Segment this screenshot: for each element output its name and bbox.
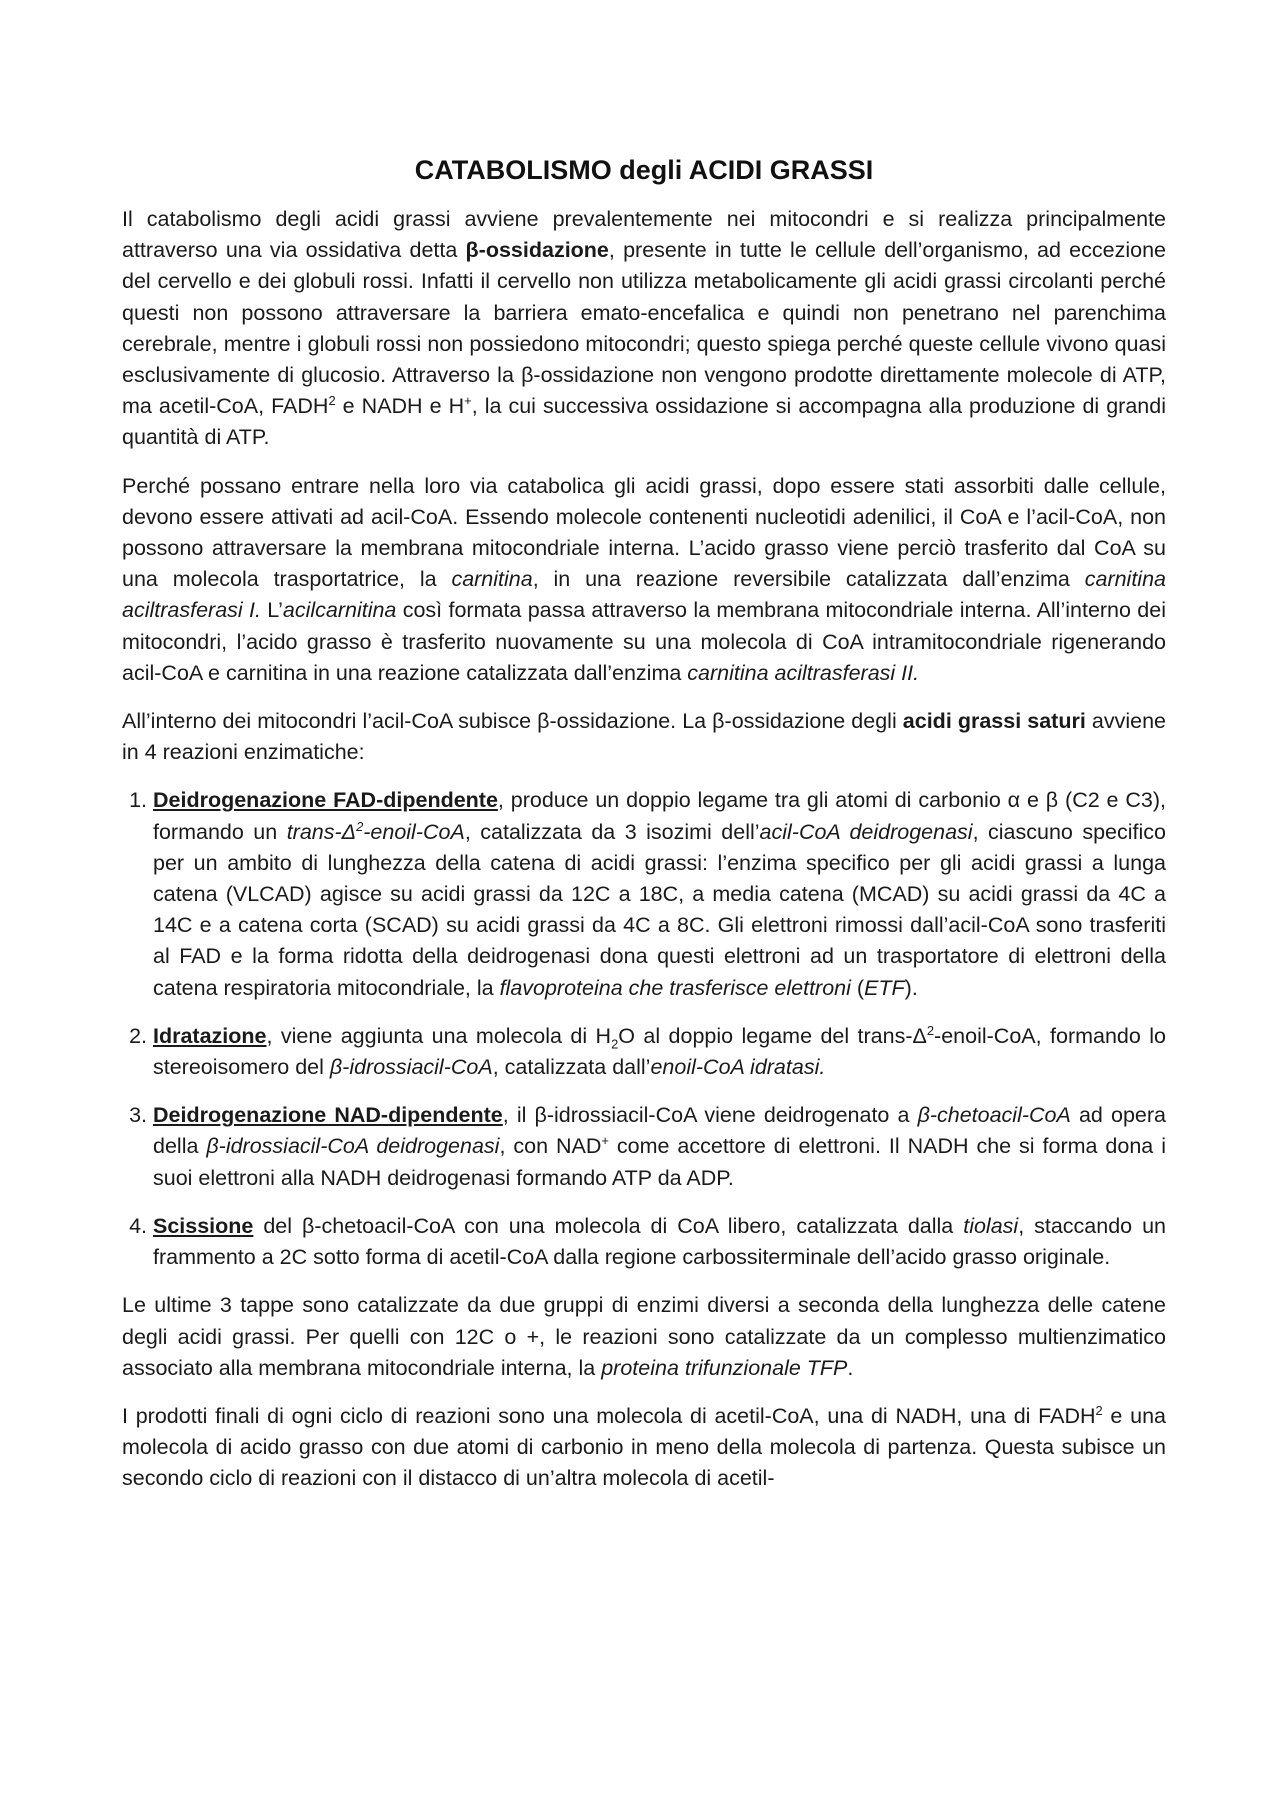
paragraph-carnitine: Perché possano entrare nella loro via catabolica gli acidi grassi, dopo essere stati assorbiti dalle cellule, devono essere attivati ad acil-CoA. Essendo molecole contenenti nucleotidi adenilici, il CoA e l’acil-CoA, non possono attraversare la membrana mitocondriale interna. L’acido grasso viene perciò trasferito dal CoA su una molecola trasportatrice, la carnitina, in una reazione reversibile catalizzata dall’enzima carnitina aciltrasferasi I. L’acilcarnitina così formata passa attraverso la membrana mitocondriale interna. All’interno dei mitocondri, l’acido grasso è trasferito nuovamente su una molecola di CoA intramitocondriale rigenerando acil-CoA e carnitina in una reazione catalizzata dall’enzima carnitina aciltrasferasi II. (122, 473, 1166, 685)
document-page (122, 150, 1166, 1512)
list-item: 2. Idratazione, viene aggiunta una molecola di $H_2O$ al doppio legame del trans-$\Delta^2-enoil$-CoA, formando lo stereoisomero del β-idrossiacil-CoA, catalizzata dall’enoil-CoA idratasi. (153, 1021, 1166, 1083)
paragraph-intro: Il catabolismo degli acidi grassi avviene prevalentemente nei mitocondri e si realizza principalmente attraverso una via ossidativa detta β-ossidazione, presente in tutte le cellule dell’organismo, ad eccezione del cervello e dei globuli rossi. Infatti il cervello non utilizza metabolicamente gli acidi grassi circolanti perché questi non possono attraversare la barriera emato-encefalica e quindi non penetrano nel parenchima cerebrale, mentre i globuli rossi non possiedono mitocondri; questo spiega perché queste cellule vivono quasi esclusivamente di glucosio. Attraverso la β-ossidazione non vengono prodotte direttamente molecole di ATP, ma acetil-CoA, FADH$^2$ e NADH e H+, la cui successiva ossidazione si accompagna alla produzione di grandi quantità di ATP. (122, 207, 1166, 450)
list-item: 4. Scissione del β-chetoacil-CoA con una molecola di CoA libero, catalizzata dalla tiolasi, staccando un frammento a 2C sotto forma di acetil-CoA dalla regione carbossiterminale dell’acido grasso originale. (153, 1211, 1166, 1273)
paragraph-final-products: I prodotti finali di ogni ciclo di reazioni sono una molecola di acetil-CoA, una di NADH, una di FADH$^2$ e una molecola di acido grasso con due atomi di carbonio in meno della molecola di partenza. Questa subisce un secondo ciclo di reazioni con il distacco di un’altra molecola di acetil- (122, 1402, 1166, 1491)
list-item: 1. Deidrogenazione FAD-dipendente, produce un doppio legame tra gli atomi di carbonio α e β (C2 e C3), formando un trans-$\Delta^2-enoil$-CoA, catalizzata da 3 isozimi dell’acil-CoA deidrogenasi, ciascuno specifico per un ambito di lunghezza della catena di acidi grassi: l’enzima specifico per gli acidi grassi a lunga catena (VLCAD) agisce su acidi grassi da 12C a 18C, a media catena (MCAD) su acidi grassi da 4C a 14C e a catena corta (SCAD) su acidi grassi da 4C a 8C. Gli elettroni rimossi dall’acil-CoA sono trasferiti al FAD e la forma ridotta della deidrogenasi dona questi elettroni ad un trasportatore di elettroni della catena respiratoria mitocondriale, la flavoproteina che trasferisce elettroni (ETF). (153, 785, 1166, 1003)
list-item: 3. Deidrogenazione NAD-dipendente, il β-idrossiacil-CoA viene deidrogenato a β-chetoacil-CoA ad opera della β-idrossiacil-CoA deidrogenasi, con NAD+ come accettore di elettroni. Il NADH che si forma dona i suoi elettroni alla NADH deidrogenasi formando ATP da ADP. (153, 1100, 1166, 1194)
paragraph-enzyme-groups: Le ultime 3 tappe sono catalizzate da due gruppi di enzimi diversi a seconda della lunghezza delle catene degli acidi grassi. Per quelli con 12C o +, le reazioni sono catalizzate da un complesso multienzimatico associato alla membrana mitocondriale interna, la proteina trifunzionale TFP. (122, 1293, 1166, 1380)
paragraph-beta-oxidation-intro: All’interno dei mitocondri l’acil-CoA subisce β-ossidazione. La β-ossidazione degli acidi grassi saturi avviene in 4 reazioni enzimatiche: (122, 709, 1166, 765)
reaction-list (122, 785, 1166, 1273)
term-beta-oxidation: β-ossidazione (465, 238, 609, 263)
page-title: CATABOLISMO degli ACIDI GRASSI (414, 155, 874, 185)
